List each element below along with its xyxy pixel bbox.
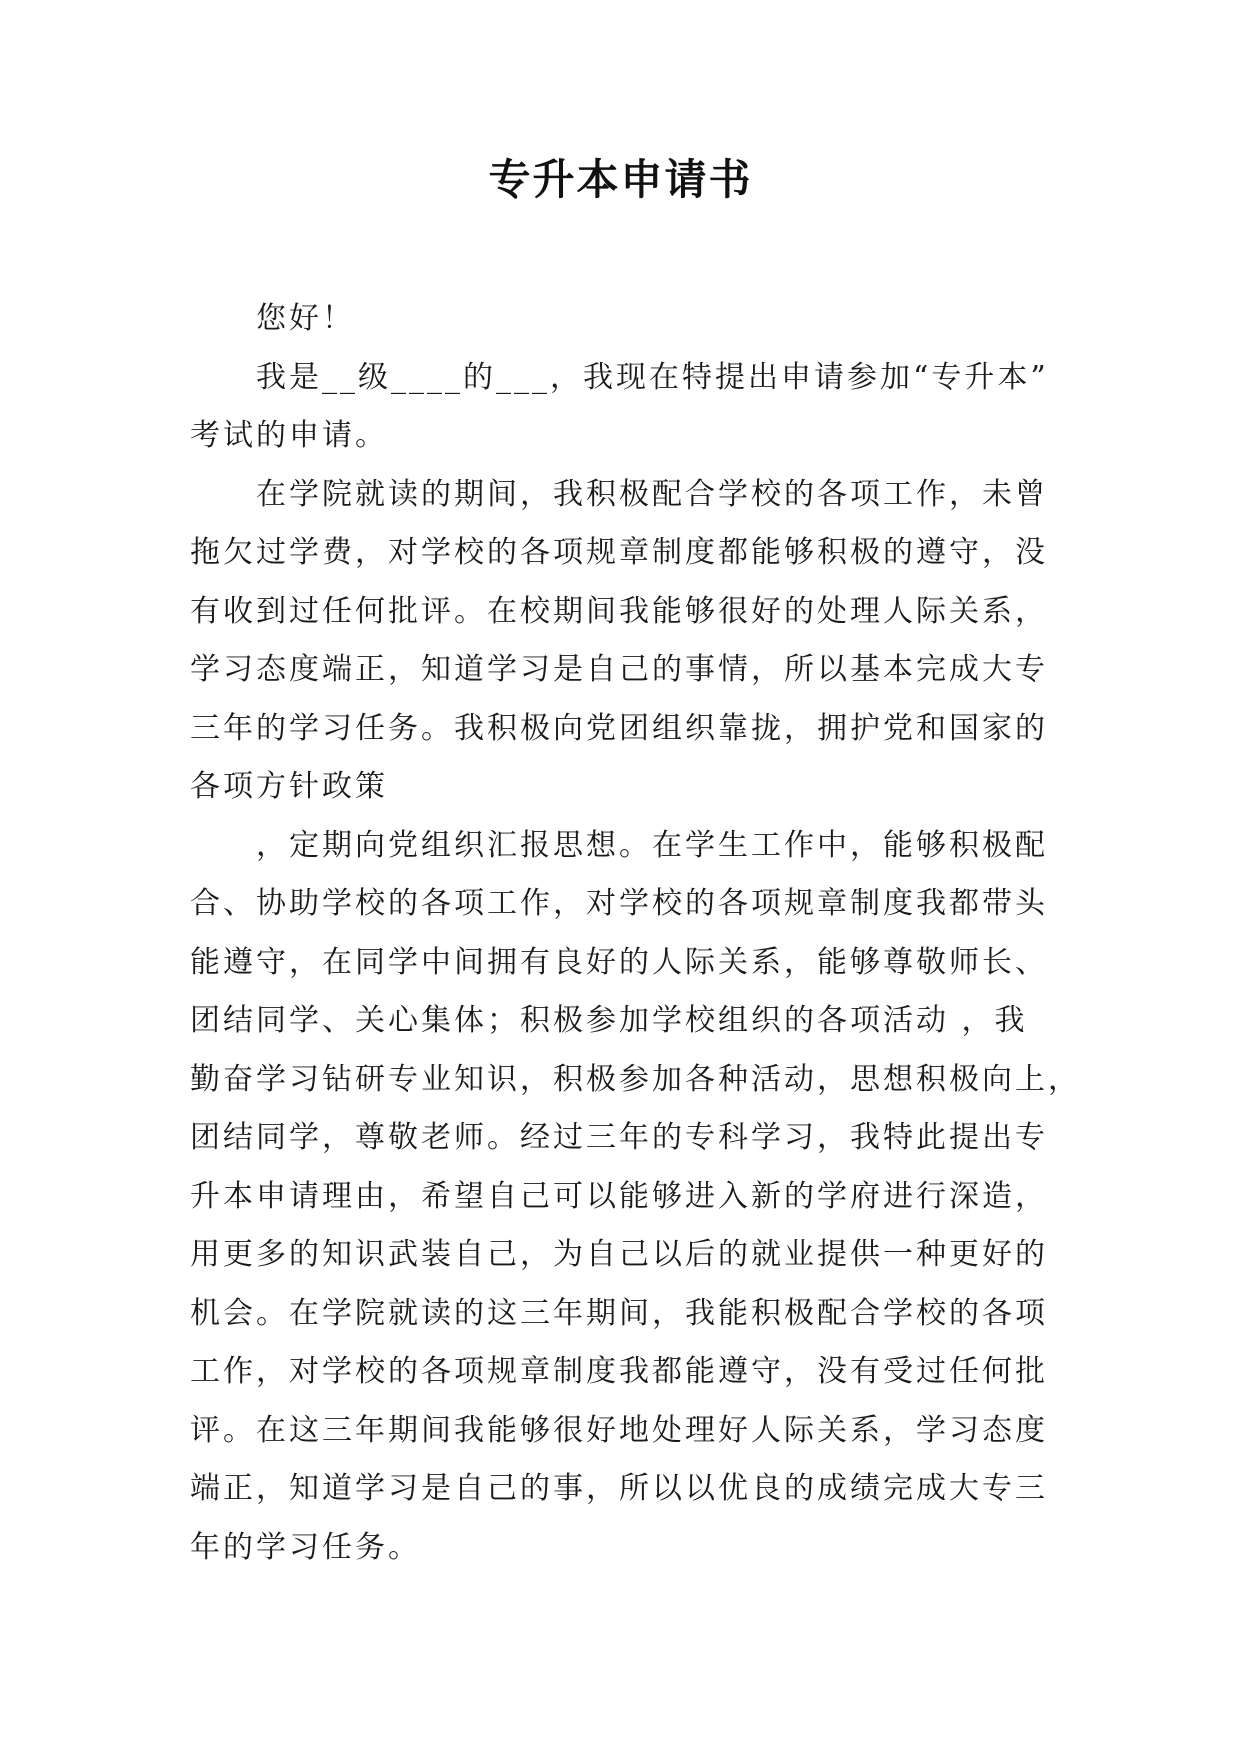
paragraph-line: 机会。在学院就读的这三年期间，我能积极配合学校的各项: [190, 1295, 1048, 1331]
paragraph-line: 年的学习任务。: [190, 1529, 421, 1565]
paragraph-line: 三年的学习任务。我积极向党团组织靠拢，拥护党和国家的: [190, 710, 1048, 746]
document-body: [190, 290, 1081, 1577]
paragraph-line: 我是__级____的___，我现在特提出申请参加“专升本”: [256, 359, 1049, 395]
paragraph-line: 各项方针政策: [190, 769, 388, 804]
paragraph-line: 拖欠过学费，对学校的各项规章制度都能够积极的遵守，没: [190, 535, 1048, 570]
paragraph-line: 升本申请理由，希望自己可以能够进入新的学府进行深造，: [190, 1178, 1048, 1214]
paragraph-line: 团结同学，尊敬老师。经过三年的专科学习，我特此提出专: [190, 1120, 1048, 1155]
paragraph-line: 合、协助学校的各项工作，对学校的各项规章制度我都带头: [190, 886, 1048, 921]
document-title: 专升本申请书: [488, 155, 753, 204]
paragraph-line: 团结同学、关心集体；积极参加学校组织的各项活动 ，我: [190, 1003, 1028, 1038]
paragraph-line: ，定期向党组织汇报思想。在学生工作中，能够积极配: [256, 827, 1048, 863]
paragraph-line: 用更多的知识武装自己，为自己以后的就业提供一种更好的: [190, 1237, 1048, 1272]
paragraph-line: 勤奋学习钻研专业知识，积极参加各种活动，思想积极向上，: [190, 1061, 1081, 1097]
greeting-line: 您好！: [256, 301, 355, 336]
paragraph-line: 工作，对学校的各项规章制度我都能遵守，没有受过任何批: [190, 1354, 1048, 1389]
paragraph-line: 能遵守，在同学中间拥有良好的人际关系，能够尊敬师长、: [190, 944, 1048, 980]
paragraph-line: 在学院就读的期间，我积极配合学校的各项工作，未曾: [256, 476, 1048, 512]
paragraph-line: 有收到过任何批评。在校期间我能够很好的处理人际关系，: [190, 593, 1048, 629]
paragraph-line: 评。在这三年期间我能够很好地处理好人际关系，学习态度: [190, 1412, 1048, 1448]
paragraph-line: 端正，知道学习是自己的事，所以以优良的成绩完成大专三: [190, 1471, 1048, 1506]
paragraph-line: 考试的申请。: [190, 418, 388, 453]
paragraph-line: 学习态度端正，知道学习是自己的事情，所以基本完成大专: [190, 652, 1048, 687]
